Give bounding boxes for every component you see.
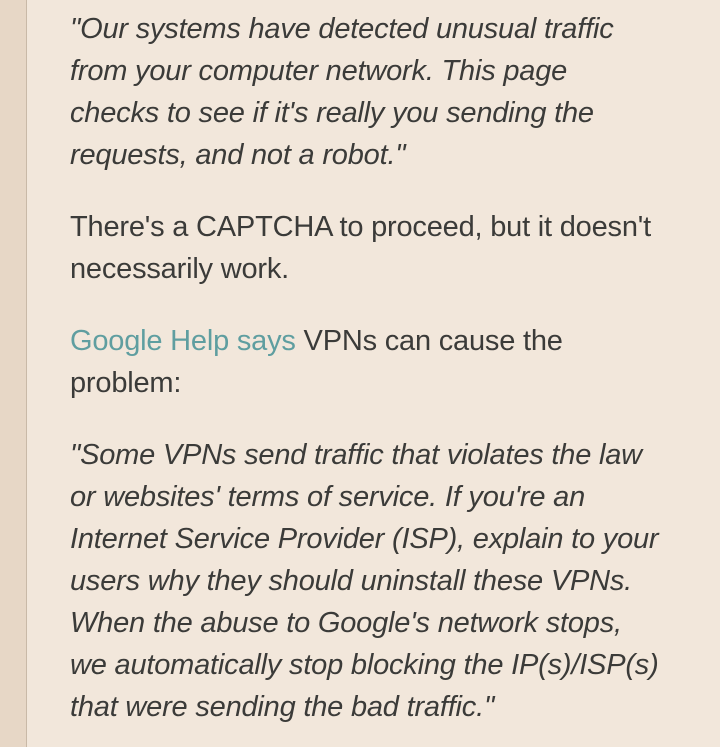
- blockquote-unusual-traffic: "Our systems have detected unusual traffic from your computer network. This page checks to see if it's really you sending the requests, and not a robot.": [70, 13, 614, 171]
- google-help-lead-text: VPNs can cause the problem:: [70, 325, 563, 399]
- blockquote-vpn-policy: "Some VPNs send traffic that violates the law or websites' terms of service. If you're an Internet Service Provider (ISP), explain to your users why they should uninstall these VPNs. When the abuse to Google's network stops, we automatically stop blocking the IP(s)/ISP(s) that were sending the bad traffic.": [70, 439, 659, 723]
- google-help-says-link[interactable]: Google Help says: [70, 325, 296, 357]
- article-body: [70, 0, 660, 728]
- paragraph-google-help-lead: [70, 320, 660, 404]
- left-gutter: [0, 0, 26, 747]
- paragraph-captcha-note: There's a CAPTCHA to proceed, but it doesn't necessarily work.: [70, 211, 651, 285]
- gutter-divider: [26, 0, 27, 747]
